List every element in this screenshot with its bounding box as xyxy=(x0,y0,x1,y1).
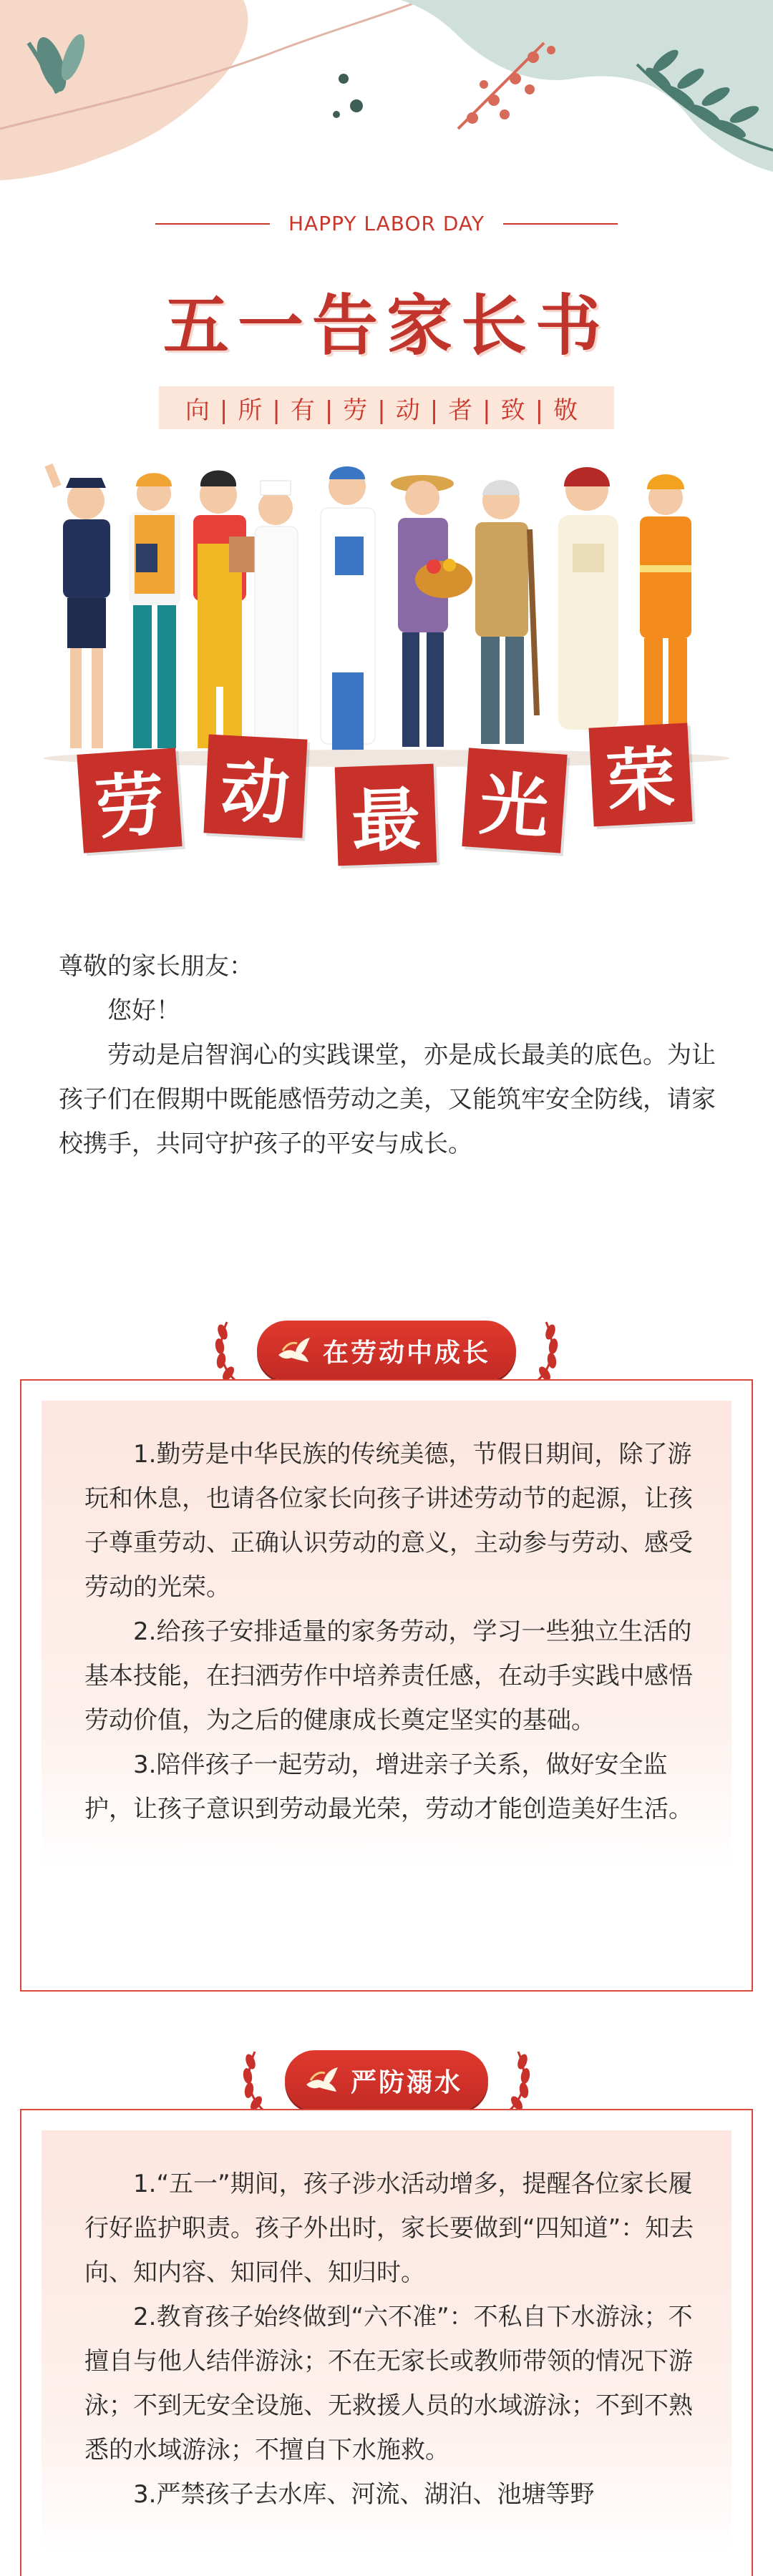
page-title: 五一告家长书 xyxy=(162,287,610,364)
letter-greeting: 您好！ xyxy=(107,996,180,1025)
section-2-paragraph-1: 1.“五一”期间，孩子涉水活动增多，提醒各位家长履行好监护职责。孩子外出时，家长要做到“四知道”：知去向、知内容、知同伴、知归时。 xyxy=(84,2170,694,2287)
section-2-pill xyxy=(285,2050,488,2110)
section-1-header xyxy=(0,1316,773,1385)
worker-office xyxy=(129,473,180,748)
section-2-content xyxy=(42,2130,731,2552)
section-1-pill xyxy=(257,1321,516,1381)
worker-firefighter xyxy=(640,474,691,745)
section-1-paragraph-3: 3.陪伴孩子一起劳动，增进亲子关系，做好安全监护，让孩子意识到劳动最光荣，劳动才能创造美好生活。 xyxy=(84,1750,693,1823)
worker-police xyxy=(49,465,110,748)
laurel-left-icon xyxy=(239,2046,272,2115)
kicker-rule-left xyxy=(155,223,270,225)
laurel-right-icon xyxy=(529,1316,562,1385)
laurel-left-icon xyxy=(211,1316,244,1385)
dove-icon xyxy=(276,1336,313,1365)
stamp-4: 光 xyxy=(462,748,567,853)
section-2-title: 严防溺水 xyxy=(350,2067,462,2097)
stamp-5: 荣 xyxy=(588,723,692,826)
kicker xyxy=(0,212,773,235)
letter xyxy=(59,944,717,1166)
section-1-title: 在劳动中成长 xyxy=(322,1338,490,1368)
letter-salutation: 尊敬的家长朋友： xyxy=(59,952,253,981)
hero-stamps xyxy=(72,723,701,880)
section-1-paragraph-2: 2.给孩子安排适量的家务劳动，学习一些独立生活的基本技能，在扫洒劳作中培养责任感，在动手实践中感悟劳动价值，为之后的健康成长奠定坚实的基础。 xyxy=(84,1617,693,1735)
worker-doctor xyxy=(321,466,375,751)
section-2-paragraph-3: 3.严禁孩子去水库、河流、湖泊、池塘等野 xyxy=(133,2480,595,2509)
subtitle-text: 向|所|有|劳|动|者|致|敬 xyxy=(185,396,588,425)
letter-body: 劳动是启智润心的实践课堂，亦是成长最美的底色。为让孩子们在假期中既能感悟劳动之美，又能筑牢安全防线，请家校携手，共同守护孩子的平安与成长。 xyxy=(59,1041,716,1158)
section-2-paragraph-2: 2.教育孩子始终做到“六不准”：不私自下水游泳；不擅自与他人结伴游泳；不在无家长或教师带领的情况下游泳；不到无安全设施、无救援人员的水域游泳；不到不熟悉的水域游泳；不擅自下水施救。 xyxy=(84,2303,693,2464)
worker-protective-suit xyxy=(558,467,618,730)
section-1-content xyxy=(42,1401,731,1867)
worker-farmer xyxy=(391,475,472,747)
subtitle-band xyxy=(159,386,614,429)
worker-elder xyxy=(475,480,537,744)
section-2-card xyxy=(20,2109,753,2576)
laurel-right-icon xyxy=(501,2046,534,2115)
worker-nurse xyxy=(255,481,298,748)
dove-icon xyxy=(303,2066,341,2095)
stamp-1: 劳 xyxy=(77,748,182,853)
stamp-2: 动 xyxy=(203,734,307,838)
kicker-text: HAPPY LABOR DAY xyxy=(288,212,485,235)
kicker-rule-right xyxy=(503,223,618,225)
header-decoration xyxy=(0,0,773,186)
section-1-paragraph-1: 1.勤劳是中华民族的传统美德，节假日期间，除了游玩和休息，也请各位家长向孩子讲述劳动节的起源，让孩子尊重劳动、正确认识劳动的意义，主动参与劳动、感受劳动的光荣。 xyxy=(84,1440,693,1602)
section-1-card xyxy=(20,1379,753,1992)
stamp-3: 最 xyxy=(335,764,437,866)
worker-yellow-suit xyxy=(193,471,258,749)
section-2-header xyxy=(0,2046,773,2115)
